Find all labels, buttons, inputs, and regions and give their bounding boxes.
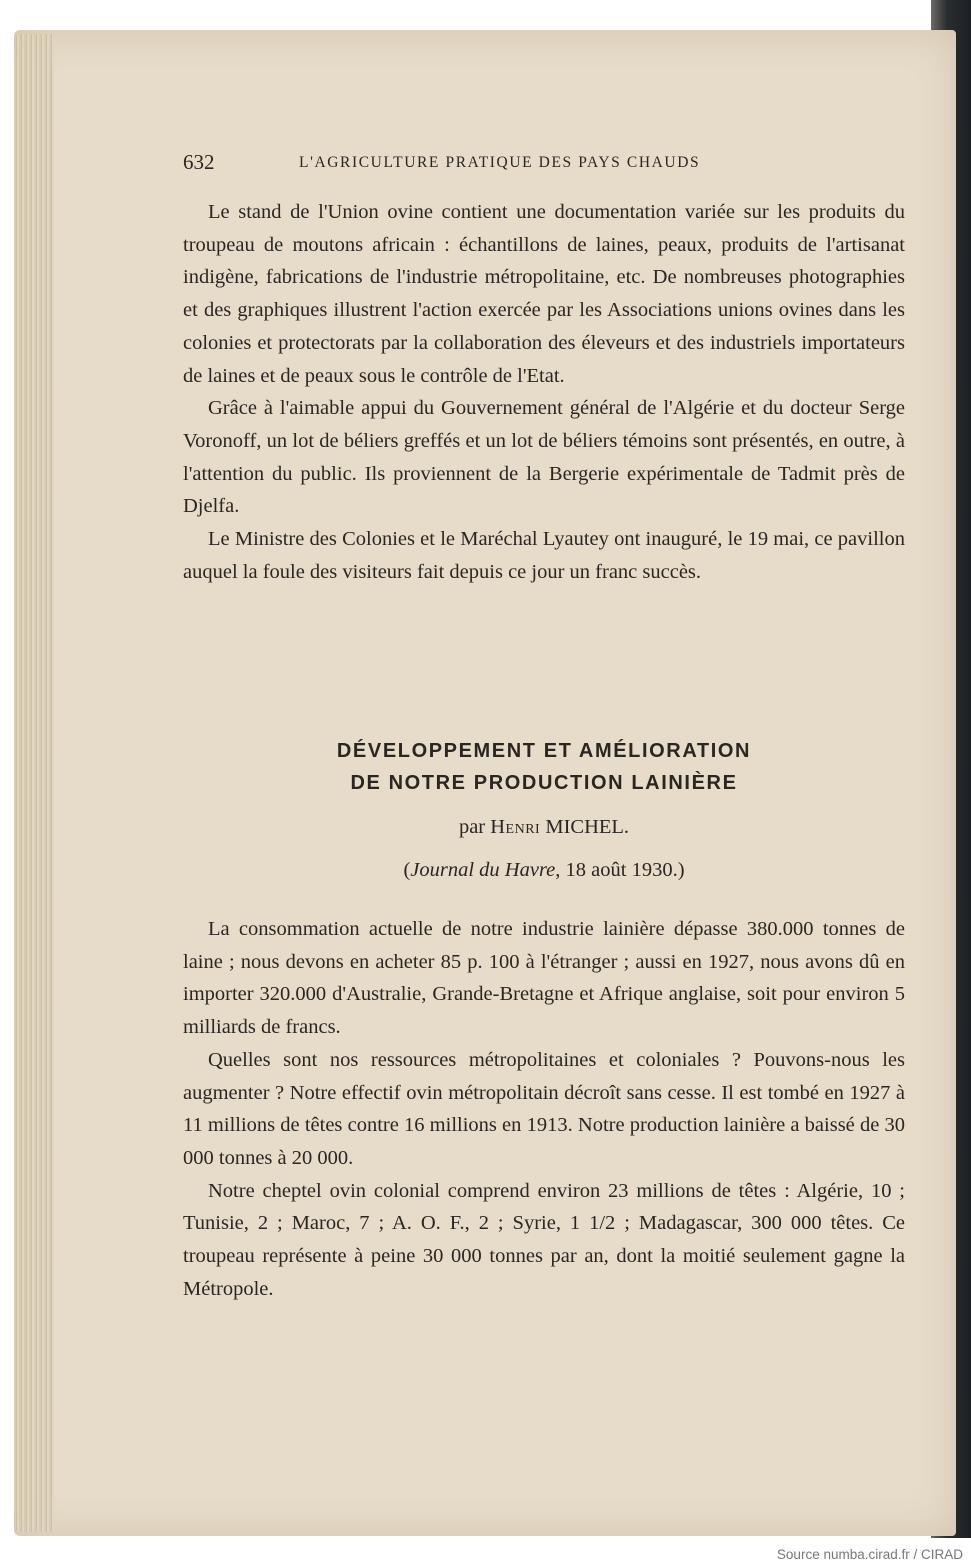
page-edges xyxy=(14,34,54,1532)
page-header xyxy=(183,150,905,182)
author-last-name: MICHEL. xyxy=(545,816,630,838)
article-title-line-1: DÉVELOPPEMENT ET AMÉLIORATION xyxy=(336,740,752,762)
source-line xyxy=(183,855,905,885)
paragraph: Le stand de l'Union ovine contient une documentation variée sur les produits du troupeau de moutons africain : échantillons de laines, peaux, produits de l'artisanat indigène, fabrications de l'industrie métropolitaine, etc. De nombreuses photographies et des graphiques illustrent l'action exercée par les Associations unions ovines dans les colonies et protectorats par la collaboration des éleveurs et des industriels importateurs de laines et de peaux sous le contrôle de l'Etat. xyxy=(183,201,905,387)
byline-prefix: par xyxy=(458,816,486,838)
source-credit: Source numba.cirad.fr / CIRAD xyxy=(776,1547,963,1562)
article-body xyxy=(183,913,905,1305)
page-number: 632 xyxy=(183,150,215,174)
byline xyxy=(183,812,905,842)
paragraph: Quelles sont nos ressources métropolitaines et coloniales ? Pouvons-nous les augmenter ? Notre effectif ovin métropolitain décroît sans cesse. Il est tombé en 1927 à 11 millions de têtes contre 16 millions en 1913. Notre production lainière a baissé de 30 000 tonnes à 20 000. xyxy=(183,1048,905,1169)
article-title xyxy=(183,735,905,799)
paragraph: Notre cheptel ovin colonial comprend environ 23 millions de têtes : Algérie, 10 ; Tunisie, 2 ; Maroc, 7 ; A. O. F., 2 ; Syrie, 1 1/2 ; Madagascar, 300 000 têtes. Ce troupeau représente à peine 30 000 tonnes par an, dont la moitié seulement gagne la Métropole. xyxy=(183,1179,905,1300)
top-section xyxy=(183,196,905,588)
backdrop-top xyxy=(0,0,971,34)
source-journal: Journal du Havre xyxy=(410,859,556,881)
author-first-name: Henri xyxy=(490,816,541,838)
running-title: L'AGRICULTURE PRATIQUE DES PAYS CHAUDS xyxy=(299,154,701,171)
paragraph: Grâce à l'aimable appui du Gouvernement général de l'Algérie et du docteur Serge Voronoff, un lot de béliers greffés et un lot de béliers témoins sont présentés, en outre, à l'attention du public. Ils proviennent de la Bergerie expérimentale de Tadmit près de Djelfa. xyxy=(183,397,905,518)
article-title-line-2: DE NOTRE PRODUCTION LAINIÈRE xyxy=(350,772,738,794)
paragraph: La consommation actuelle de notre industrie lainière dépasse 380.000 tonnes de laine ; nous devons en acheter 85 p. 100 à l'étranger ; aussi en 1927, nous avons dû en importer 320.000 d'Australie, Grande-Bretagne et Afrique anglaise, soit pour environ 5 milliards de francs. xyxy=(183,918,905,1039)
source-date: , 18 août 1930.) xyxy=(555,859,685,881)
source-open: ( xyxy=(403,859,411,881)
paragraph: Le Ministre des Colonies et le Maréchal Lyautey ont inauguré, le 19 mai, ce pavillon auquel la foule des visiteurs fait depuis ce jour un franc succès. xyxy=(183,528,905,583)
